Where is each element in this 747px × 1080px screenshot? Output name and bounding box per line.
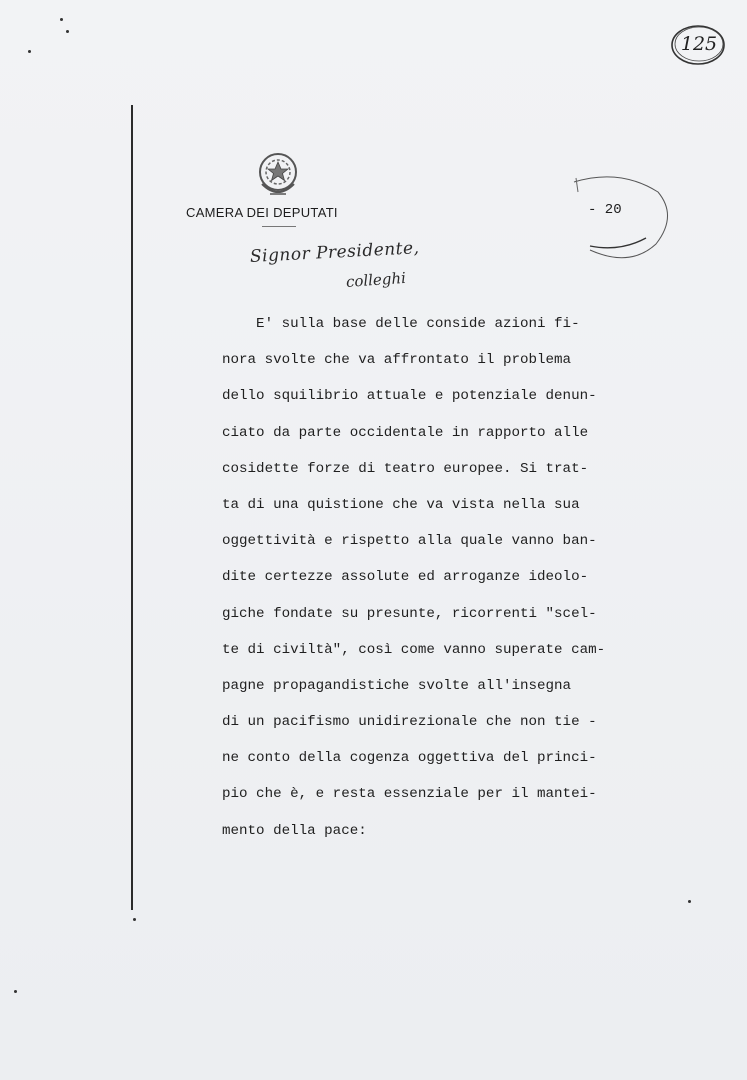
pencil-circle-mark: [560, 172, 672, 270]
handwritten-salutation: [249, 238, 470, 303]
body-line: dello squilibrio attuale e potenziale denun-: [222, 388, 597, 405]
body-line: ciato da parte occidentale in rapporto alle: [222, 424, 589, 441]
scan-speck: [28, 50, 31, 53]
letterhead-title: CAMERA DEI DEPUTATI: [186, 205, 338, 220]
scan-speck: [66, 30, 69, 33]
archive-number: 125: [680, 33, 718, 55]
body-line: pio che è, e resta essenziale per il mantei-: [222, 786, 597, 803]
body-line: dite certezze assolute ed arroganze ideolo-: [222, 569, 589, 586]
body-line: ta di una quistione che va vista nella sua: [222, 496, 580, 513]
italian-republic-emblem-icon: [256, 150, 300, 202]
scan-speck: [60, 18, 63, 21]
body-line: nora svolte che va affrontato il problema: [222, 352, 572, 369]
scan-speck: [14, 990, 17, 993]
body-line: cosidette forze di teatro europee. Si trat-: [222, 460, 589, 477]
body-line: mento della pace:: [222, 822, 367, 839]
body-paragraph: [222, 306, 652, 849]
body-line: te di civiltà", così come vanno superate cam-: [222, 641, 606, 658]
body-line: di un pacifismo unidirezionale che non tie -: [222, 714, 597, 731]
letterhead-divider: [262, 226, 296, 227]
body-line: pagne propagandistiche svolte all'insegna: [222, 677, 572, 694]
body-line: oggettività e rispetto alla quale vanno ban-: [222, 533, 597, 550]
scan-speck: [688, 900, 691, 903]
margin-rule: [131, 105, 133, 910]
scan-speck: [133, 918, 136, 921]
salutation-line-1: Signor Presidente,: [249, 238, 420, 267]
page-number: - 20: [588, 202, 622, 218]
body-line: ne conto della cogenza oggettiva del princi-: [222, 750, 597, 767]
salutation-line-2: colleghi: [345, 268, 407, 291]
body-line: giche fondate su presunte, ricorrenti "scel-: [222, 605, 597, 622]
body-line: E' sulla base delle conside azioni fi-: [222, 316, 580, 332]
